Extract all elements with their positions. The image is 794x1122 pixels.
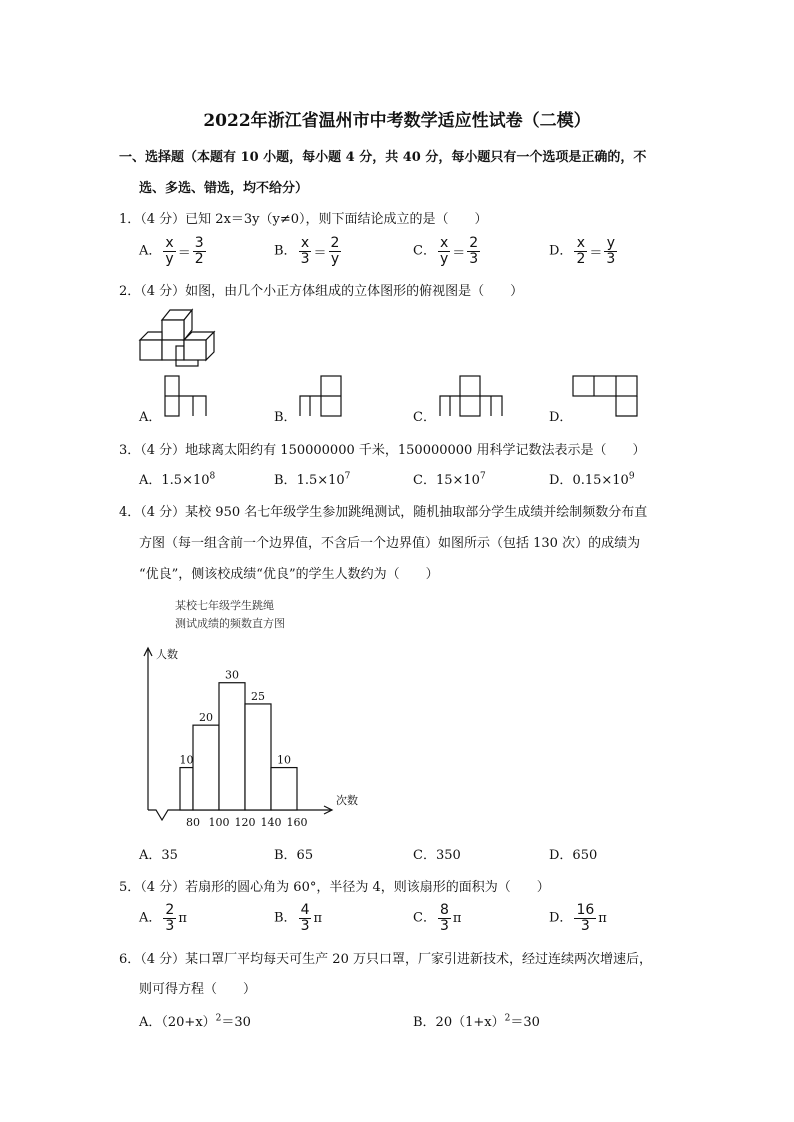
equals: ＝ [452,245,466,261]
option-text: B．20（1+x） [413,1015,505,1030]
q2-option-a-figure [165,376,209,418]
bar-value-label: 30 [225,668,239,682]
option-label: C． [413,243,436,259]
bar-value-label: 10 [277,753,291,767]
option-exp: 7 [479,471,486,482]
option-base: 1.5×10 [296,473,345,488]
q2-option-b[interactable]: B． [274,410,297,425]
q2-option-d-figure [573,376,639,418]
frac-den: 3 [469,250,479,267]
section-heading-line1: 一、选择题（本题有 10 小题，每小题 4 分，共 40 分，每小题只有一个选项是正确的，不 [119,150,647,165]
q3-option-b[interactable] [274,469,350,488]
q2-option-c-figure [440,376,504,418]
q6-stem-line2: 则可得方程（ ） [139,982,257,997]
option-text: ＝30 [510,1015,540,1030]
x-tick-label: 100 [208,816,230,829]
frac-den: 3 [439,917,449,934]
q1-option-b[interactable] [274,236,343,266]
frac-den: 3 [165,917,175,934]
histogram-bar [219,683,245,810]
bar-value-label: 25 [251,689,265,703]
histogram-bar [193,725,219,810]
frac-den: 3 [300,250,310,267]
option-text: A．（20+x） [139,1015,216,1030]
pi-symbol: π [313,910,323,926]
frac-den: 3 [300,917,310,934]
option-base: 0.15×10 [572,473,629,488]
x-tick-label: 120 [234,816,256,829]
option-exp: 2 [215,1013,222,1024]
frac-num: x [439,235,449,251]
frac-num: x [574,236,587,252]
option-exp: 2 [504,1013,511,1024]
q4-option-b[interactable]: B．65 [274,848,314,863]
pi-symbol: π [452,910,462,926]
q4-option-d[interactable]: D．650 [549,848,598,863]
q6-option-a[interactable] [139,1011,251,1030]
frac-num: y [604,236,617,252]
frac-num: 3 [194,235,204,251]
q4-option-c[interactable]: C．350 [413,848,461,863]
pi-symbol: π [178,910,187,926]
q5-option-c[interactable] [413,903,461,933]
option-exp: 7 [344,471,351,482]
q1-option-c[interactable] [413,236,482,266]
option-text: ＝30 [221,1015,251,1030]
q3-option-d[interactable] [549,469,635,488]
pi-symbol: π [598,910,607,926]
frac-num: 2 [330,235,340,251]
option-label: B． [274,910,297,926]
option-label: A． [139,473,162,488]
option-label: A． [139,910,162,926]
bar-value-label: 20 [199,711,213,725]
q6-option-b[interactable] [413,1011,540,1030]
option-label: A． [139,243,162,259]
q5-option-a[interactable] [139,903,187,933]
page-title: 2022年浙江省温州市中考数学适应性试卷（二模） [203,111,591,131]
equals: ＝ [313,245,327,261]
histogram-bar [180,768,193,810]
frac-num: x [299,236,312,252]
q2-stem: 2．（4 分）如图，由几个小正方体组成的立体图形的俯视图是（ ） [119,284,524,299]
q2-option-b-figure [297,376,343,418]
frac-num: 4 [300,902,310,918]
q5-stem: 5．（4 分）若扇形的圆心角为 60°，半径为 4，则该扇形的面积为（ ） [119,880,550,895]
q4-stem-line3: “优良”，侧该校成绩“优良”的学生人数约为（ ） [139,567,439,582]
x-axis-label: 次数 [336,794,358,807]
frac-den: 2 [576,250,586,267]
q6-stem-line1: 6．（4 分）某口罩厂平均每天可生产 20 万只口罩，厂家引进新技术，经过连续两次增速后， [119,952,652,967]
frac-den: 3 [606,250,616,267]
frac-num: x [165,235,174,251]
q5-option-d[interactable] [549,903,607,933]
frac-num: 2 [469,235,479,251]
option-label: B． [274,243,297,259]
y-axis-label: 人数 [156,648,178,661]
q2-option-d[interactable]: D． [549,410,573,425]
equals: ＝ [177,245,191,261]
q3-stem: 3．（4 分）地球离太阳约有 150000000 千米，150000000 用科学记数法表示是（ ） [119,443,646,458]
frac-den: 2 [194,250,204,267]
chart-title: 某校七年级学生跳绳 [175,599,274,612]
q2-option-c[interactable]: C． [413,410,436,425]
x-tick-label: 160 [286,816,308,829]
q1-stem: 1．（4 分）已知 2x＝3y（y≠0），则下面结论成立的是（ ） [119,212,488,227]
option-label: D． [549,910,573,926]
cube-figure [132,305,222,370]
q1-option-a[interactable] [139,236,208,266]
frac-den: y [165,250,174,267]
option-label: C． [413,910,436,926]
histogram-bar [271,768,297,810]
option-exp: 9 [628,471,635,482]
frac-num: 16 [576,902,595,918]
option-label: B． [274,473,297,488]
q4-option-a[interactable]: A．35 [139,848,178,863]
q3-option-a[interactable] [139,469,215,488]
frac-den: y [439,250,449,267]
option-exp: 8 [209,471,216,482]
section-heading-line2: 选、多选、错选，均不给分） [139,181,309,196]
q1-option-d[interactable] [549,236,619,266]
x-tick-label: 80 [186,816,200,829]
frac-den: 3 [580,917,590,934]
frac-den: y [330,250,340,267]
chart-subtitle: 测试成绩的频数直方图 [175,617,285,630]
option-base: 1.5×10 [161,473,210,488]
q4-stem-line1: 4．（4 分）某校 950 名七年级学生参加跳绳测试，随机抽取部分学生成绩并绘制频数分布直 [119,505,648,520]
q3-option-c[interactable] [413,469,486,488]
q4-stem-line2: 方图（每一组含前一个边界值，不含后一个边界值）如图所示（包括 130 次）的成绩为 [139,536,641,551]
frac-num: 2 [165,902,175,918]
x-tick-label: 140 [260,816,282,829]
histogram-bar [245,704,271,810]
option-label: D． [549,473,573,488]
histogram-chart [120,640,380,830]
option-base: 15×10 [435,473,480,488]
option-label: C． [413,473,436,488]
q2-option-a[interactable]: A． [139,410,162,425]
q5-option-b[interactable] [274,903,322,933]
equals: ＝ [589,245,603,261]
bar-value-label: 10 [179,753,194,767]
frac-num: 8 [439,902,449,918]
option-label: D． [549,243,573,259]
